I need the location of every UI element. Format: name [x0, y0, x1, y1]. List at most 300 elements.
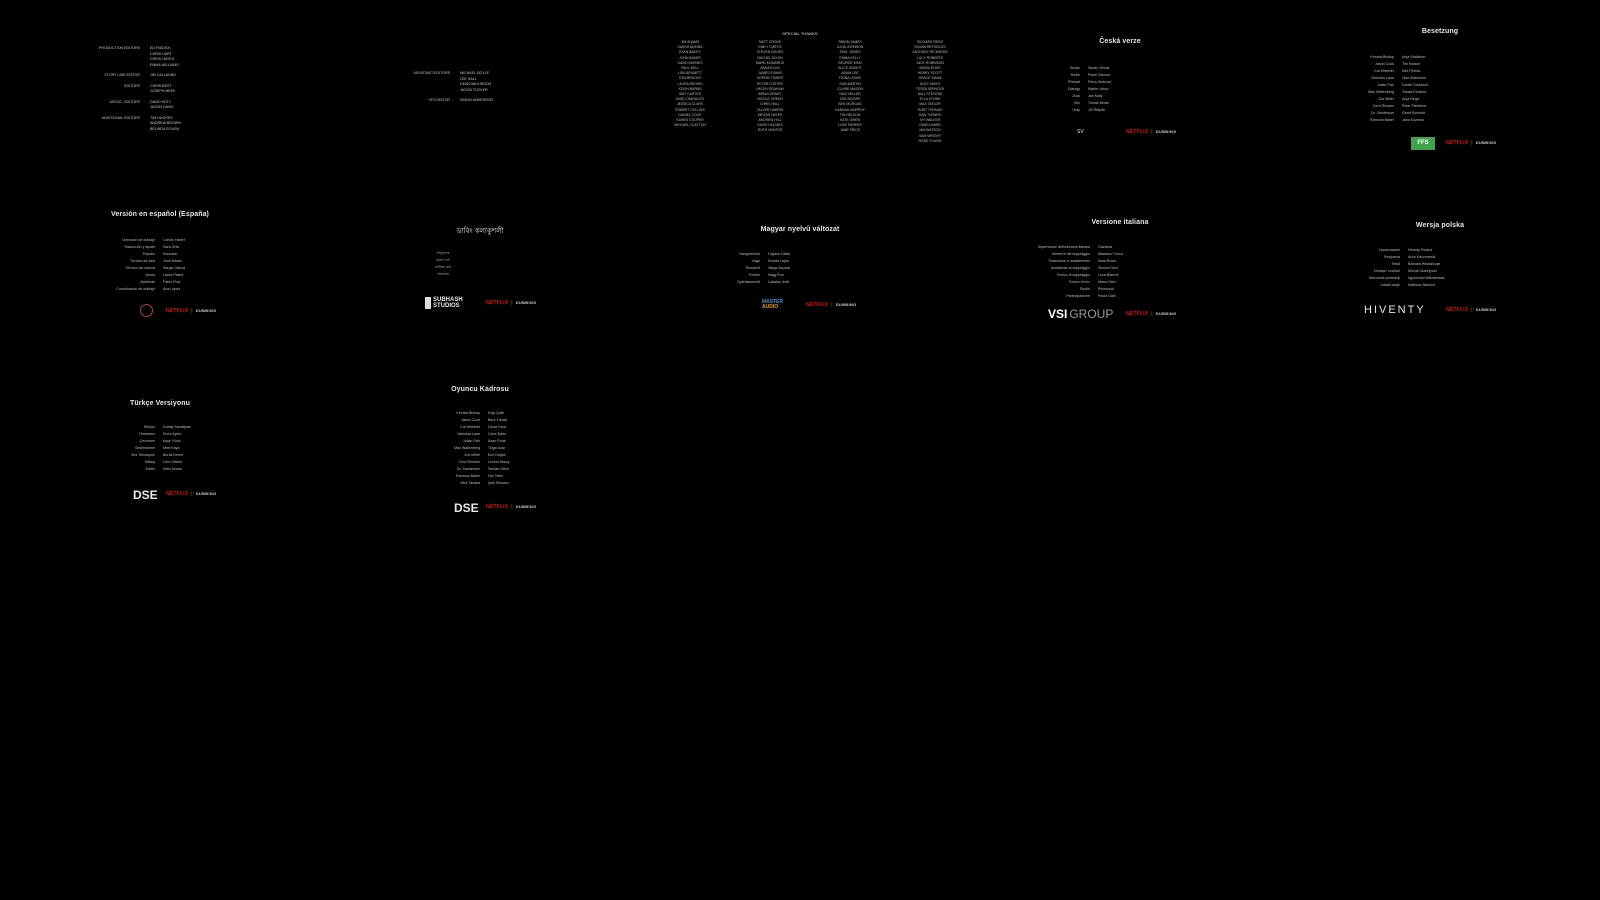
thanks-column [895, 40, 965, 144]
credit-name: Onur Şahin [488, 432, 507, 436]
thanks-name: HENRY SCOTT [917, 71, 943, 76]
thanks-name: TOM BROOKS [678, 76, 702, 81]
credit-name: Michał Skarżyński [1408, 269, 1437, 273]
credit-row [80, 100, 181, 111]
panel-title: Magyar nyelvű változat [760, 226, 840, 233]
editors-list [80, 46, 181, 137]
credit-row [420, 452, 509, 459]
thanks-name: HANNAH MURPHY [835, 107, 865, 112]
credit-row [1334, 103, 1428, 110]
thanks-name: ROBERT COLLINS [675, 107, 705, 112]
hungarian-credits-list [700, 251, 790, 286]
credit-role: Režie [1070, 73, 1080, 77]
thanks-name: NICOLE GREEN [757, 97, 783, 102]
thanks-name: GRACE SHAW [918, 76, 942, 81]
dubbing-label: DUBBING [1475, 307, 1497, 312]
credit-row [95, 251, 185, 258]
credit-row [1334, 89, 1428, 96]
credit-role: Seslendirme [135, 446, 155, 450]
credit-name: CHRIS BEST [150, 83, 172, 88]
credit-row [1340, 254, 1445, 261]
credit-name: Jiří Štěpán [1088, 108, 1106, 112]
credit-role: Překlad [1067, 80, 1080, 84]
thanks-name: SARAH ADKINS [677, 45, 703, 50]
credit-role: Kendra Bishop [1370, 55, 1394, 59]
credit-name: Emre Aydın [163, 432, 182, 436]
credit-role: Tekst [1391, 262, 1400, 266]
credit-names [150, 116, 181, 133]
credit-row [80, 84, 181, 95]
credit-name: Gianluca [1098, 245, 1113, 249]
credit-row [980, 258, 1123, 265]
credit-name: Nur Tekin [488, 474, 504, 478]
thanks-name: OLIVER HARRIS [756, 107, 784, 112]
logo-text-b: GROUP [1069, 307, 1114, 321]
netflix-dubbing-badge: NETFLIX | DUBBING [166, 308, 217, 314]
credit-names [150, 100, 174, 111]
thanks-name: LUKE PARKER [838, 123, 862, 128]
master-audio-logo [762, 300, 783, 310]
thanks-name: ANTHONY RICHARDS [912, 50, 948, 55]
credit-row [420, 424, 509, 431]
credit-role: VFX EDITOR [428, 98, 450, 102]
credit-row [420, 417, 509, 424]
netflix-dubbing-badge: NETFLIX | DUBBING [1446, 307, 1497, 313]
credit-role: Yönetmen [138, 432, 155, 436]
thanks-name: JOHN BAKER [679, 55, 701, 60]
credit-name: DEAN WILKINSON [460, 82, 492, 86]
credit-row [95, 438, 191, 445]
credit-name: Peter Flechtner [1402, 104, 1427, 108]
credit-name: Mateusz Narloch [1408, 283, 1435, 287]
credits-panel-italian [960, 180, 1280, 360]
thanks-name: ELLA STONE [919, 97, 941, 102]
thanks-name: SAM WRIGHT [918, 133, 942, 138]
credit-row [95, 279, 185, 286]
credit-row [1334, 117, 1428, 124]
vsi-group-logo [1048, 307, 1113, 321]
credit-names [460, 71, 491, 93]
netflix-logo: NETFLIX [806, 302, 829, 308]
bengali-credits-list [435, 250, 451, 278]
dubbing-label: DUBBING [515, 504, 537, 509]
credit-role: Zvuk [1072, 94, 1080, 98]
ffs-logo-text: FFS [1417, 140, 1429, 146]
credit-names [460, 98, 493, 104]
netflix-dubbing-badge: NETFLIX | DUBBING [1446, 140, 1497, 146]
credit-role: Max Wallenberg [454, 446, 480, 450]
thanks-name: SAM MARTIN [839, 81, 861, 86]
credit-role: Dr. Sanderson [457, 467, 480, 471]
credit-role: Fonico di mix [1068, 280, 1090, 284]
thanks-name: LUCY ROBERTS [916, 55, 944, 60]
credit-row [700, 251, 790, 258]
credit-name: Tobias Kluckert [1402, 90, 1427, 94]
thanks-name: JULIA JOHNSON [836, 45, 864, 50]
thanks-name: PAUL JONES [839, 50, 861, 55]
credit-name: JASON DAVIS [150, 105, 174, 109]
thanks-name: GEORGE KING [837, 60, 863, 65]
netflix-dubbing-badge: NETFLIX | DUBBING [166, 491, 217, 497]
credit-row [1340, 275, 1445, 282]
credit-role: Estudio [143, 252, 155, 256]
panel-title: Besetzung [1421, 28, 1459, 35]
credit-line: তানিয়া রায় [435, 265, 452, 269]
dse-logo: DSE [133, 488, 158, 502]
panel-title: Versione italiana [1091, 219, 1149, 226]
credit-role: Hrají [1072, 108, 1080, 112]
credit-row [1020, 107, 1111, 114]
thanks-name: DANIEL COOK [678, 112, 702, 117]
assistant-editors-list [390, 71, 493, 109]
logo-text-top: SUBHASH [433, 297, 463, 303]
credit-name: Martin Vávra [1088, 87, 1109, 91]
thanks-name: RYAN BAILEY [679, 50, 701, 55]
netflix-dubbing-badge: NETFLIX | DUBBING [1126, 311, 1177, 317]
credit-row [1334, 68, 1428, 75]
credits-panel-polish [1280, 180, 1600, 360]
credit-name: JASON TUCKER [460, 87, 488, 92]
credit-name: Artur Kaczmarski [1408, 255, 1436, 259]
credit-role: Kendra Bishop [456, 411, 480, 415]
credits-panel-hungarian [640, 180, 960, 360]
panel-title: Türkçe Versiyonu [130, 400, 190, 407]
credit-names [150, 84, 176, 95]
credit-name: Varga Zsuzsa [768, 266, 790, 270]
credit-row [95, 258, 185, 265]
credit-role: Dirección de doblaje [122, 238, 155, 242]
logo-text-bottom: STUDIOS [433, 303, 460, 309]
credit-role: Técnico de sala [129, 259, 155, 263]
credit-role: Assistente al doppiaggio [1051, 266, 1090, 270]
credit-role: Nicholas Lane [1371, 76, 1394, 80]
credit-name: Lakatos Judit [768, 280, 790, 284]
credit-name: Levent Aksoy [488, 460, 510, 464]
credit-row [95, 244, 185, 251]
credit-row [1334, 61, 1428, 68]
credit-row [420, 431, 509, 438]
credit-role: Julian Fisk [463, 439, 480, 443]
logo-text-a: VSI [1048, 307, 1068, 321]
thanks-name: JIM ADAMS [680, 40, 700, 44]
credit-role: Zoe Miller [464, 453, 480, 457]
credit-row [980, 279, 1123, 286]
credit-row [390, 98, 493, 104]
credit-row [1020, 79, 1111, 86]
credit-row [1334, 96, 1428, 103]
thanks-name: MIA WATSON [919, 128, 941, 133]
thanks-name: WILL STEVENS [917, 92, 943, 97]
credit-row [420, 459, 509, 466]
credit-row [95, 445, 191, 452]
credit-name: Tomáš Beran [1088, 101, 1110, 105]
thanks-name: PETER FOSTER [757, 81, 783, 86]
panel-title: Wersja polska [1415, 222, 1465, 229]
special-thanks-columns [655, 40, 965, 144]
thanks-name: ANDREW HILL [758, 118, 782, 123]
credit-row [95, 272, 185, 279]
thanks-name: DAVID BARNES [677, 60, 703, 65]
credit-role: Kai Wheeler [460, 425, 480, 429]
credit-role: ASSOC. EDITORS [109, 99, 140, 104]
thanks-name: SUSAN REYNOLDS [914, 45, 946, 50]
credit-name: Sergio García [163, 266, 186, 270]
panel-title: Versión en español (España) [110, 211, 209, 218]
dubbing-label: DUBBING [195, 491, 217, 496]
credit-row [95, 424, 191, 431]
credit-name: Deniz Kara [488, 425, 506, 429]
credit-name: Mert Kaya [163, 446, 180, 450]
thanks-name: MIKE CHANDLER [676, 97, 704, 102]
credit-row [95, 286, 185, 293]
credits-panel-assistant-editors [320, 0, 640, 180]
netflix-logo: NETFLIX [486, 300, 509, 306]
credit-role: ADDITIONAL EDITORS [101, 115, 140, 120]
thanks-name: OWEN WARD [919, 123, 941, 128]
credit-role: Stüdyo [143, 425, 155, 429]
credit-name: EMMA WILLIAMS [150, 62, 179, 67]
thanks-name: CLAIRE MASON [837, 86, 863, 91]
dubbing-label: DUBBING [195, 308, 217, 313]
credit-role: Vágó [751, 259, 760, 263]
thanks-name: MAX TAYLOR [919, 102, 941, 107]
credit-row [80, 73, 181, 79]
credit-row [1334, 110, 1428, 117]
credit-name: Gerrit Schmidt [1402, 111, 1425, 115]
netflix-logo: NETFLIX [486, 504, 509, 510]
credit-name: Selin Arslan [163, 467, 182, 471]
studio-logo-icon [140, 304, 153, 317]
credit-name: Anja Kluge [1402, 97, 1420, 101]
credit-name: Simone Mori [1098, 266, 1119, 270]
credit-row [980, 265, 1123, 272]
credit-row [420, 466, 509, 473]
credit-name: Massimo Corvo [1098, 252, 1123, 256]
italian-credits-list [980, 244, 1123, 300]
credit-role: Mix [1074, 101, 1080, 105]
credit-name: Dublaj Sanatçıları [163, 425, 192, 429]
thanks-name: RUBY THOMAS [917, 107, 943, 112]
credit-name: Marco Neri [1098, 280, 1116, 284]
credit-role: Traducción y ajuste [123, 245, 155, 249]
thanks-name: ROSE YOUNG [918, 138, 942, 143]
dubbing-label: DUBBING [1155, 311, 1177, 316]
thanks-name: NICK MILLER [839, 92, 861, 97]
panel-title: Česká verze [1099, 38, 1141, 45]
credits-panel-czech [960, 0, 1280, 180]
credit-row [1020, 86, 1111, 93]
credit-row [420, 438, 509, 445]
netflix-logo: NETFLIX [166, 308, 189, 314]
thanks-name: RUTH HUNTER [757, 128, 783, 133]
credit-name: MICHAEL DOYLE [460, 71, 490, 75]
thanks-name: DAVID HOLMES [757, 123, 783, 128]
credit-role: Fonico di doppiaggio [1056, 273, 1090, 277]
credit-name: Ece Doğan [488, 453, 506, 457]
thanks-name: IVY WALKER [919, 118, 941, 123]
credit-role: Voces [145, 273, 155, 277]
thanks-name: LISA BENNETT [678, 71, 702, 76]
credit-row [95, 265, 185, 272]
thanks-name: AMY CARTER [678, 92, 702, 97]
thanks-name: KATE OWEN [839, 118, 861, 123]
thanks-name: ALEX SMITH [919, 81, 941, 86]
credit-name: Ilaria Rossi [1098, 259, 1116, 263]
credit-row [700, 258, 790, 265]
credit-line: সঞ্চালক [437, 272, 449, 276]
credit-name: Sara Ortiz [163, 245, 180, 249]
credit-row [1020, 93, 1111, 100]
turkish-cast-list [420, 410, 509, 487]
credit-row [1334, 82, 1428, 89]
credit-role: Julian Fisk [1377, 83, 1394, 87]
credit-role: Mira Tanaka [460, 481, 480, 485]
thanks-name: RACHEL DIXON [757, 55, 783, 60]
credit-role: Dźwięk i montaż [1373, 269, 1400, 273]
credit-role: Opracowanie [1378, 248, 1400, 252]
credit-role: Kai Wheeler [1374, 69, 1394, 73]
hiventy-logo: HIVENTY [1364, 304, 1426, 316]
credit-role: Traduzione e adattamento [1048, 259, 1090, 263]
thanks-name: HELEN GRAHAM [756, 86, 784, 91]
credit-name: Paola Galli [1098, 294, 1116, 298]
thanks-name: DAN TURNER [918, 112, 942, 117]
thanks-name: TIM NELSON [839, 112, 861, 117]
thanks-name: MARIA ROSS [919, 66, 941, 71]
credit-name: Cem Öztürk [163, 460, 183, 464]
credit-name: Pablo Ruiz [163, 280, 181, 284]
credit-row [95, 237, 185, 244]
netflix-logo: NETFLIX [1126, 129, 1149, 135]
credit-row [1020, 100, 1111, 107]
credit-row [95, 431, 191, 438]
credit-name: Ayşe Yıldız [163, 439, 181, 443]
credit-row [700, 265, 790, 272]
credits-panel-editors [0, 0, 320, 180]
credit-name: ED RIDDICK [150, 46, 171, 50]
credit-row [1334, 54, 1428, 61]
credit-row [700, 272, 790, 279]
credit-role: Udział wzięli [1380, 283, 1400, 287]
credit-row [95, 466, 191, 473]
credit-role: Reżyseria [1384, 255, 1400, 259]
subhash-studios-logo [425, 297, 463, 309]
credit-name: Tolga Uçar [488, 446, 506, 450]
credit-role: Coordinación de doblaje [116, 287, 155, 291]
credit-row [980, 293, 1123, 300]
credit-name: Laura Pastor [163, 273, 184, 277]
credit-row [420, 410, 509, 417]
thanks-name: SIMON JAMES [838, 40, 862, 44]
thanks-name: PAUL BELL [681, 66, 699, 71]
credit-role: Ramona Baker [1370, 118, 1394, 122]
credit-name: Pavel Vokoun [1088, 73, 1110, 77]
credit-role: Ramona Baker [456, 474, 480, 478]
netflix-logo: NETFLIX [166, 491, 189, 497]
credit-role: Direttore del doppiaggio [1051, 252, 1090, 256]
credit-names [150, 73, 176, 79]
credit-name: TIM HUGHES [150, 115, 173, 120]
credit-role: Dr. Sanderson [1371, 111, 1394, 115]
credit-role: Editör [145, 467, 155, 471]
credit-name: CHRIS HAYES [150, 57, 175, 61]
dubbing-label: DUBBING [515, 300, 537, 305]
netflix-logo: NETFLIX [1446, 140, 1469, 146]
credit-role: PRODUCTION EDITORS [98, 46, 140, 50]
credit-row [1020, 72, 1111, 79]
netflix-dubbing-badge: NETFLIX | DUBBING [806, 302, 857, 308]
thanks-name: EMMA KELLY [839, 55, 861, 60]
studio-logo: SV [1077, 129, 1084, 135]
credit-name: Anja Stadlober [1402, 55, 1426, 59]
dubbing-label: DUBBING [835, 302, 857, 307]
credit-role: Rendező [745, 266, 760, 270]
thanks-name: TESSA SPENCER [915, 86, 945, 91]
credit-row [980, 272, 1123, 279]
credit-role: Partecipazione [1066, 294, 1090, 298]
dubbing-label: DUBBING [1155, 129, 1177, 134]
credit-name: Jana Kozewa [1402, 118, 1424, 122]
credit-role: Nicholas Lane [457, 432, 480, 436]
special-thanks-heading: SPECIAL THANKS [782, 31, 818, 36]
thanks-column [735, 40, 805, 144]
credit-line: অনুবাদক [436, 251, 450, 255]
netflix-logo: NETFLIX [1446, 307, 1469, 313]
credit-row [420, 480, 509, 487]
credit-row [980, 244, 1123, 251]
credit-row [390, 71, 493, 93]
thanks-name: MICHAEL CLAYTON [674, 123, 706, 128]
credits-panel-bengali [320, 180, 640, 360]
credit-row [95, 452, 191, 459]
logo-text-bottom: AUDIO [762, 304, 779, 310]
credit-name: ANDREW BROWN [150, 121, 181, 125]
credit-name: Hiventy Poland [1408, 248, 1433, 252]
credit-row [980, 286, 1123, 293]
credit-name: Berk Yılmaz [488, 418, 508, 422]
thanks-name: RICHARD REED [917, 40, 943, 44]
credit-name: JOSEPH MEEK [150, 89, 176, 93]
credit-role: Zoe Miller [1378, 97, 1394, 101]
thanks-name: EMILY CURTIS [758, 45, 782, 50]
thanks-name: ADAM LEE [841, 71, 859, 76]
panel-title: Oyuncu Kadrosu [451, 386, 509, 393]
credit-name: Pinewood [1098, 287, 1114, 291]
credit-name: Daniel Schlauch [1402, 83, 1428, 87]
credit-role: ASSISTANT EDITORS [413, 71, 450, 75]
credit-row [80, 116, 181, 133]
credit-role: Supervisore dell'edizione italiana [1037, 245, 1090, 249]
credits-panel-turkish [0, 360, 320, 540]
thanks-name: JAMES EVANS [758, 71, 782, 76]
credits-panel-german [1280, 0, 1600, 180]
ffs-logo [1411, 137, 1435, 150]
credit-name: Barbara Włodarczyk [1408, 262, 1441, 266]
panel-title: ডাবিং কলাকুশলী [456, 228, 504, 235]
credit-role: Cecil Rhodes [1372, 104, 1394, 108]
thanks-name: FIONA LEWIS [839, 76, 861, 81]
credit-role: Ses Teknisyeni [131, 453, 155, 457]
thanks-name: ALICE KNIGHT [838, 66, 862, 71]
credit-name: Ezgi Çelik [488, 411, 504, 415]
thanks-name: STEVEN DAVIES [756, 50, 784, 55]
credit-role: Studio [1069, 66, 1080, 70]
credit-name: Carlos Ysbert [163, 238, 185, 242]
credit-row [420, 473, 509, 480]
netflix-dubbing-badge: NETFLIX | DUBBING [1126, 129, 1177, 135]
thanks-name: MEGAN HAYES [757, 112, 783, 117]
credit-row [80, 46, 181, 68]
